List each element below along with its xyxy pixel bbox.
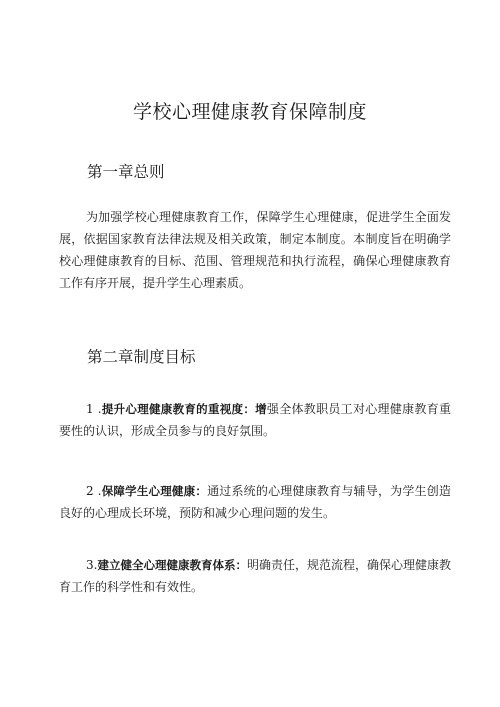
goal-item-3-lead: 建立健全心理健康教育体系： bbox=[97, 558, 247, 572]
goal-item-3-number: 3. bbox=[86, 558, 98, 572]
document-title: 学校心理健康教育保障制度 bbox=[132, 101, 367, 123]
goal-item-3-text: 明确责任，规范流程，确保心理健康教育工作的科学性和有效性。 bbox=[59, 558, 451, 594]
goal-item-2-text: 通过系统的心理健康教育与辅导，为学生创造良好的心理成长环境，预防和减少心理问题的发生。 bbox=[59, 484, 452, 520]
goal-item-2-lead: 保障学生心理健康： bbox=[101, 484, 208, 498]
goal-item-2 bbox=[59, 480, 451, 524]
chapter-1-heading: 第一章总则 bbox=[87, 163, 165, 181]
goal-item-1 bbox=[59, 398, 451, 442]
goal-item-2-number: 2 . bbox=[86, 484, 102, 498]
goal-item-1-lead: 提升心理健康教育的重视度：增 bbox=[101, 402, 267, 416]
chapter-2-heading: 第二章制度目标 bbox=[87, 348, 196, 366]
chapter-1-paragraph: 为加强学校心理健康教育工作，保障学生心理健康，促进学生全面发展，依据国家教育法律法规及相关政策，制定本制度。本制度旨在明确学校心理健康教育的目标、范围、管理规范和执行流程，确保心理健康教育工作有序开展，提升学生心理素质。 bbox=[59, 210, 451, 290]
goal-item-1-text: 强全体教职员工对心理健康教育重要性的认识，形成全员参与的良好氛围。 bbox=[59, 402, 451, 438]
goal-item-3 bbox=[59, 554, 451, 598]
goal-item-1-number: 1 . bbox=[86, 402, 102, 416]
